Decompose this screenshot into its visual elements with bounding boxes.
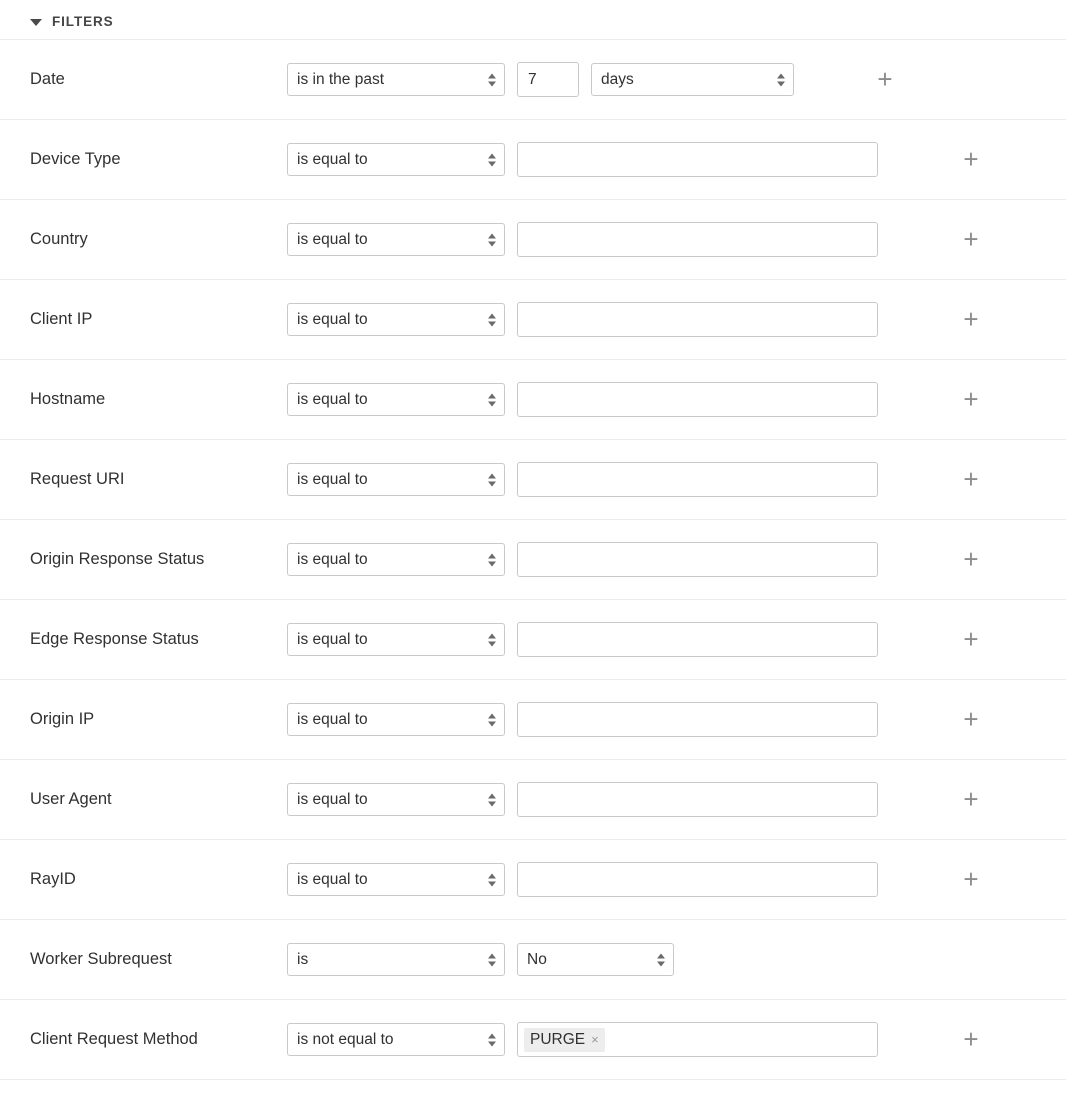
filter-controls (287, 542, 1066, 577)
filter-label: Device Type (30, 149, 121, 168)
operator-select[interactable] (287, 143, 505, 176)
filter-controls (287, 622, 1066, 657)
filter-row (0, 439, 1066, 519)
filter-label: Origin IP (30, 709, 95, 728)
operator-select-wrap (287, 383, 505, 416)
operator-select-wrap (287, 943, 505, 976)
value-input[interactable] (517, 622, 878, 657)
value-input[interactable] (517, 142, 878, 177)
boolean-select-wrap (517, 943, 674, 976)
plus-icon[interactable]: + (963, 223, 979, 254)
filters-panel-header[interactable] (0, 0, 1066, 39)
plus-icon[interactable]: + (877, 63, 893, 94)
operator-select-wrap (287, 623, 505, 656)
filter-controls (287, 943, 1066, 976)
operator-select[interactable] (287, 303, 505, 336)
panel-title: FILTERS (52, 14, 114, 29)
filter-controls (287, 62, 1066, 97)
operator-select-wrap (287, 143, 505, 176)
filter-row (0, 279, 1066, 359)
filter-controls (287, 302, 1066, 337)
operator-select[interactable] (287, 783, 505, 816)
operator-select[interactable] (287, 623, 505, 656)
filter-row (0, 39, 1066, 119)
unit-select[interactable] (591, 63, 794, 96)
operator-select[interactable] (287, 383, 505, 416)
filter-controls (287, 142, 1066, 177)
operator-select[interactable] (287, 943, 505, 976)
operator-select[interactable] (287, 223, 505, 256)
filter-label: RayID (30, 869, 76, 888)
operator-select[interactable] (287, 703, 505, 736)
operator-select[interactable] (287, 863, 505, 896)
plus-icon[interactable]: + (963, 703, 979, 734)
operator-select-wrap (287, 463, 505, 496)
operator-select-wrap (287, 303, 505, 336)
operator-select-wrap (287, 1023, 505, 1056)
filter-controls (287, 462, 1066, 497)
value-input[interactable] (517, 222, 878, 257)
operator-select[interactable] (287, 63, 505, 96)
plus-icon[interactable]: + (963, 863, 979, 894)
plus-icon[interactable]: + (963, 303, 979, 334)
filter-label: Client Request Method (30, 1029, 198, 1048)
unit-select-wrap (591, 63, 794, 96)
caret-down-icon[interactable] (30, 19, 42, 26)
filter-label: Origin Response Status (30, 549, 205, 568)
boolean-select[interactable] (517, 943, 674, 976)
value-input[interactable] (517, 382, 878, 417)
panel-bottom-divider (0, 1079, 1066, 1098)
plus-icon[interactable]: + (963, 783, 979, 814)
operator-select-wrap (287, 223, 505, 256)
token-chip[interactable] (524, 1028, 605, 1052)
operator-select-wrap (287, 543, 505, 576)
filter-label: Date (30, 69, 65, 88)
operator-select-wrap (287, 783, 505, 816)
operator-select-wrap (287, 863, 505, 896)
token-label: PURGE (530, 1030, 586, 1048)
filter-label: Hostname (30, 389, 106, 408)
plus-icon[interactable]: + (963, 1023, 979, 1054)
filter-label: Client IP (30, 309, 93, 328)
filter-row (0, 679, 1066, 759)
plus-icon[interactable]: + (963, 143, 979, 174)
operator-select[interactable] (287, 463, 505, 496)
filter-row (0, 919, 1066, 999)
plus-icon[interactable]: + (963, 463, 979, 494)
filter-controls (287, 782, 1066, 817)
filter-row (0, 759, 1066, 839)
filter-controls (287, 222, 1066, 257)
filter-row (0, 119, 1066, 199)
filter-label: Request URI (30, 469, 125, 488)
plus-icon[interactable]: + (963, 623, 979, 654)
value-input[interactable] (517, 782, 878, 817)
close-icon[interactable]: × (591, 1032, 599, 1047)
operator-select[interactable] (287, 543, 505, 576)
value-input[interactable] (517, 302, 878, 337)
filter-controls (287, 702, 1066, 737)
plus-icon[interactable]: + (963, 383, 979, 414)
operator-select-wrap (287, 703, 505, 736)
value-input[interactable] (517, 542, 878, 577)
number-input[interactable] (517, 62, 579, 97)
filter-label: Edge Response Status (30, 629, 199, 648)
filter-row (0, 519, 1066, 599)
filter-row (0, 999, 1066, 1079)
filter-row (0, 599, 1066, 679)
filter-controls (287, 382, 1066, 417)
filter-row (0, 199, 1066, 279)
filter-controls (287, 862, 1066, 897)
value-input[interactable] (517, 702, 878, 737)
value-input[interactable] (517, 862, 878, 897)
filter-label: Worker Subrequest (30, 949, 172, 968)
plus-icon[interactable]: + (963, 543, 979, 574)
operator-select[interactable] (287, 1023, 505, 1056)
filter-row (0, 839, 1066, 919)
filter-row (0, 359, 1066, 439)
filter-label: Country (30, 229, 88, 248)
operator-select-wrap (287, 63, 505, 96)
value-input[interactable] (517, 462, 878, 497)
filter-label: User Agent (30, 789, 112, 808)
